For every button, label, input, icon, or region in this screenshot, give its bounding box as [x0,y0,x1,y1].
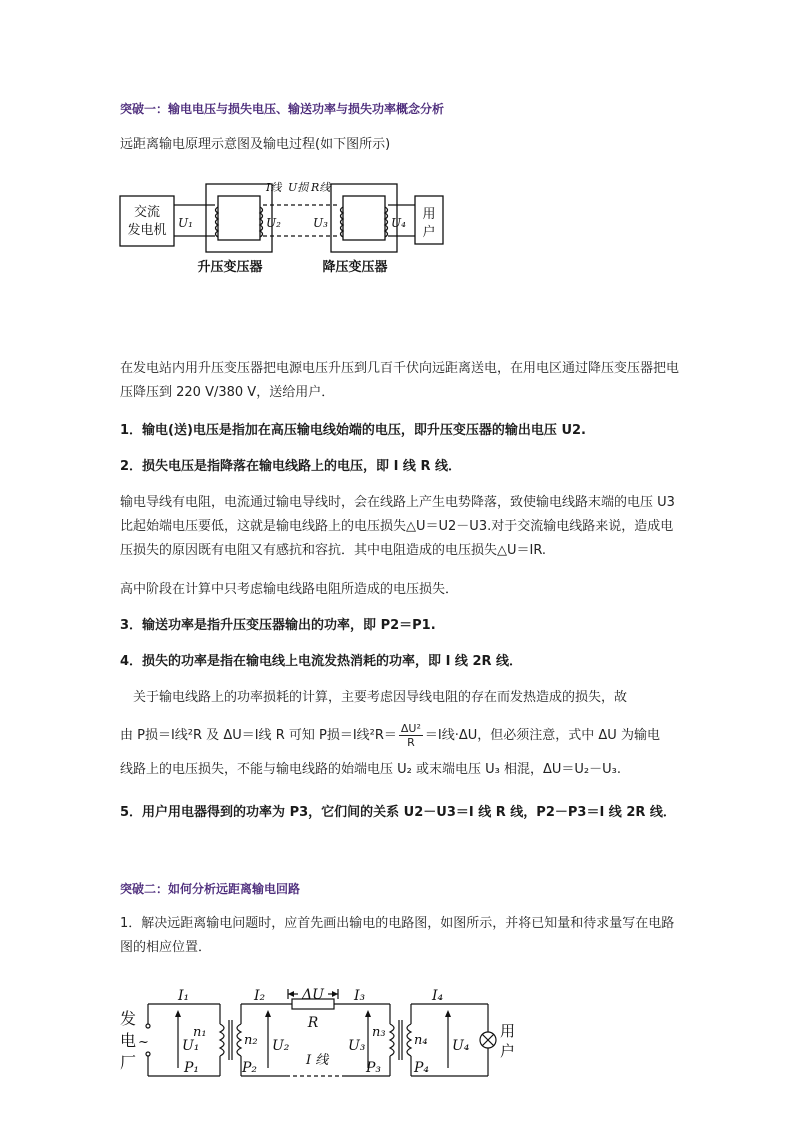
u4-circuit-label: U₄ [452,1038,470,1054]
fraction-numerator: ΔU² [400,722,421,735]
u-loss-label: U损 [288,181,309,194]
item-3: 3．输送功率是指升压变压器输出的功率，即 P2＝P1. [120,618,436,633]
p3-label: P₃ [366,1060,382,1076]
item-s2-1: 1．解决远距离输电问题时，应首先画出输电的电路图，如图所示，并将已知量和待求量写在电路图的相应位置． [120,916,675,955]
u1-circuit-label: U₁ [182,1038,200,1054]
n3-label: n₃ [372,1025,386,1040]
para-loss-line2 [120,722,680,752]
r-line-label: R线 [311,181,331,194]
item-2: 2．损失电压是指降落在输电线路上的电压，即 I 线 R 线． [120,459,461,474]
delta-u-label: ΔU [302,987,324,1003]
u1-label: U₁ [178,216,193,230]
user-circuit-label-2: 户 [500,1042,516,1060]
item-5: 5．用户用电器得到的功率为 P3，它们间的关系 U2－U3＝I 线 R 线，P2－P3＝I 线 2R 线． [120,805,676,820]
i4-label: I₄ [432,988,444,1004]
generator-label-1: 交流 [133,205,161,220]
para-station: 在发电站内用升压变压器把电源电压升压到几百千伏向远距离送电，在用电区通过降压变压器把电压降压到 220 V/380 V，送给用户． [120,361,680,400]
fraction-denominator: R [407,736,415,749]
plant-label-3: 厂 [120,1053,137,1072]
user-circuit-label-1: 用 [500,1022,516,1040]
transmission-circuit-diagram [118,984,528,1084]
n2-label: n₂ [244,1033,258,1048]
p4-label: P₄ [414,1060,430,1076]
u2-circuit-label: U₂ [272,1038,290,1054]
plant-label-2: 电 [120,1031,137,1050]
loss-fraction [399,722,423,749]
user-label-2: 户 [422,225,436,240]
i2-label: I₂ [254,988,266,1004]
p2-label: P₂ [242,1060,258,1076]
u2-label: U₂ [266,216,281,230]
generator-label-2: 发电机 [127,223,167,238]
plant-label-1: 发 [120,1009,137,1028]
r-label: R [307,1015,319,1031]
section2-title: 突破二：如何分析远距离输电回路 [120,882,301,896]
item-1: 1．输电(送)电压是指加在高压输电线始端的电压，即升压变压器的输出电压 U2. [120,423,586,438]
i3-label: I₃ [354,988,366,1004]
u3-label: U₃ [313,216,328,230]
ac-source-icon: ~ [138,1035,149,1050]
loss-formula-start: 由 P损＝I线²R 及 ΔU＝I线 R 可知 P损＝I线²R＝ [120,728,397,743]
transmission-principle-diagram [118,176,448,280]
i-line-label: I线 [266,181,282,194]
para-voltage-drop: 输电导线有电阻，电流通过输电导线时，会在线路上产生电势降落，致使输电线路末端的电压 U3 比起始端电压要低，这就是输电线路上的电压损失△U＝U2－U3.对于交流输电线路来说，造成电压损失的原因既有电阻又有感抗和容抗．其中电阻造成的电压损失△U＝IR. [120,495,675,558]
para-loss-line3: 线路上的电压损失，不能与输电线路的始端电压 U₂ 或末端电压 U₃ 相混，ΔU＝U₂－U₃. [120,762,621,777]
u4-label: U₄ [391,216,406,230]
n4-label: n₄ [414,1033,428,1048]
para-loss-line1: 关于输电线路上的功率损耗的计算，主要考虑因导线电阻的存在而发热造成的损失，故 [120,690,628,705]
para-high-school: 高中阶段在计算中只考虑输电线路电阻所造成的电压损失． [120,582,459,597]
step-up-label: 升压变压器 [197,260,263,275]
item-4: 4．损失的功率是指在输电线上电流发热消耗的功率，即 I 线 2R 线． [120,654,523,669]
diagram-intro: 远距离输电原理示意图及输电过程(如下图所示) [120,137,391,152]
loss-formula-end: ＝I线·ΔU，但必须注意，式中 ΔU 为输电 [424,728,660,743]
u3-circuit-label: U₃ [348,1038,366,1054]
i-line-circuit-label: I 线 [306,1053,329,1068]
step-down-label: 降压变压器 [322,260,388,275]
i1-label: I₁ [178,988,190,1004]
section1-title: 突破一：输电电压与损失电压、输送功率与损失功率概念分析 [120,102,445,116]
p1-label: P₁ [184,1060,200,1076]
n1-label: n₁ [193,1025,207,1040]
user-label-1: 用 [422,207,436,222]
